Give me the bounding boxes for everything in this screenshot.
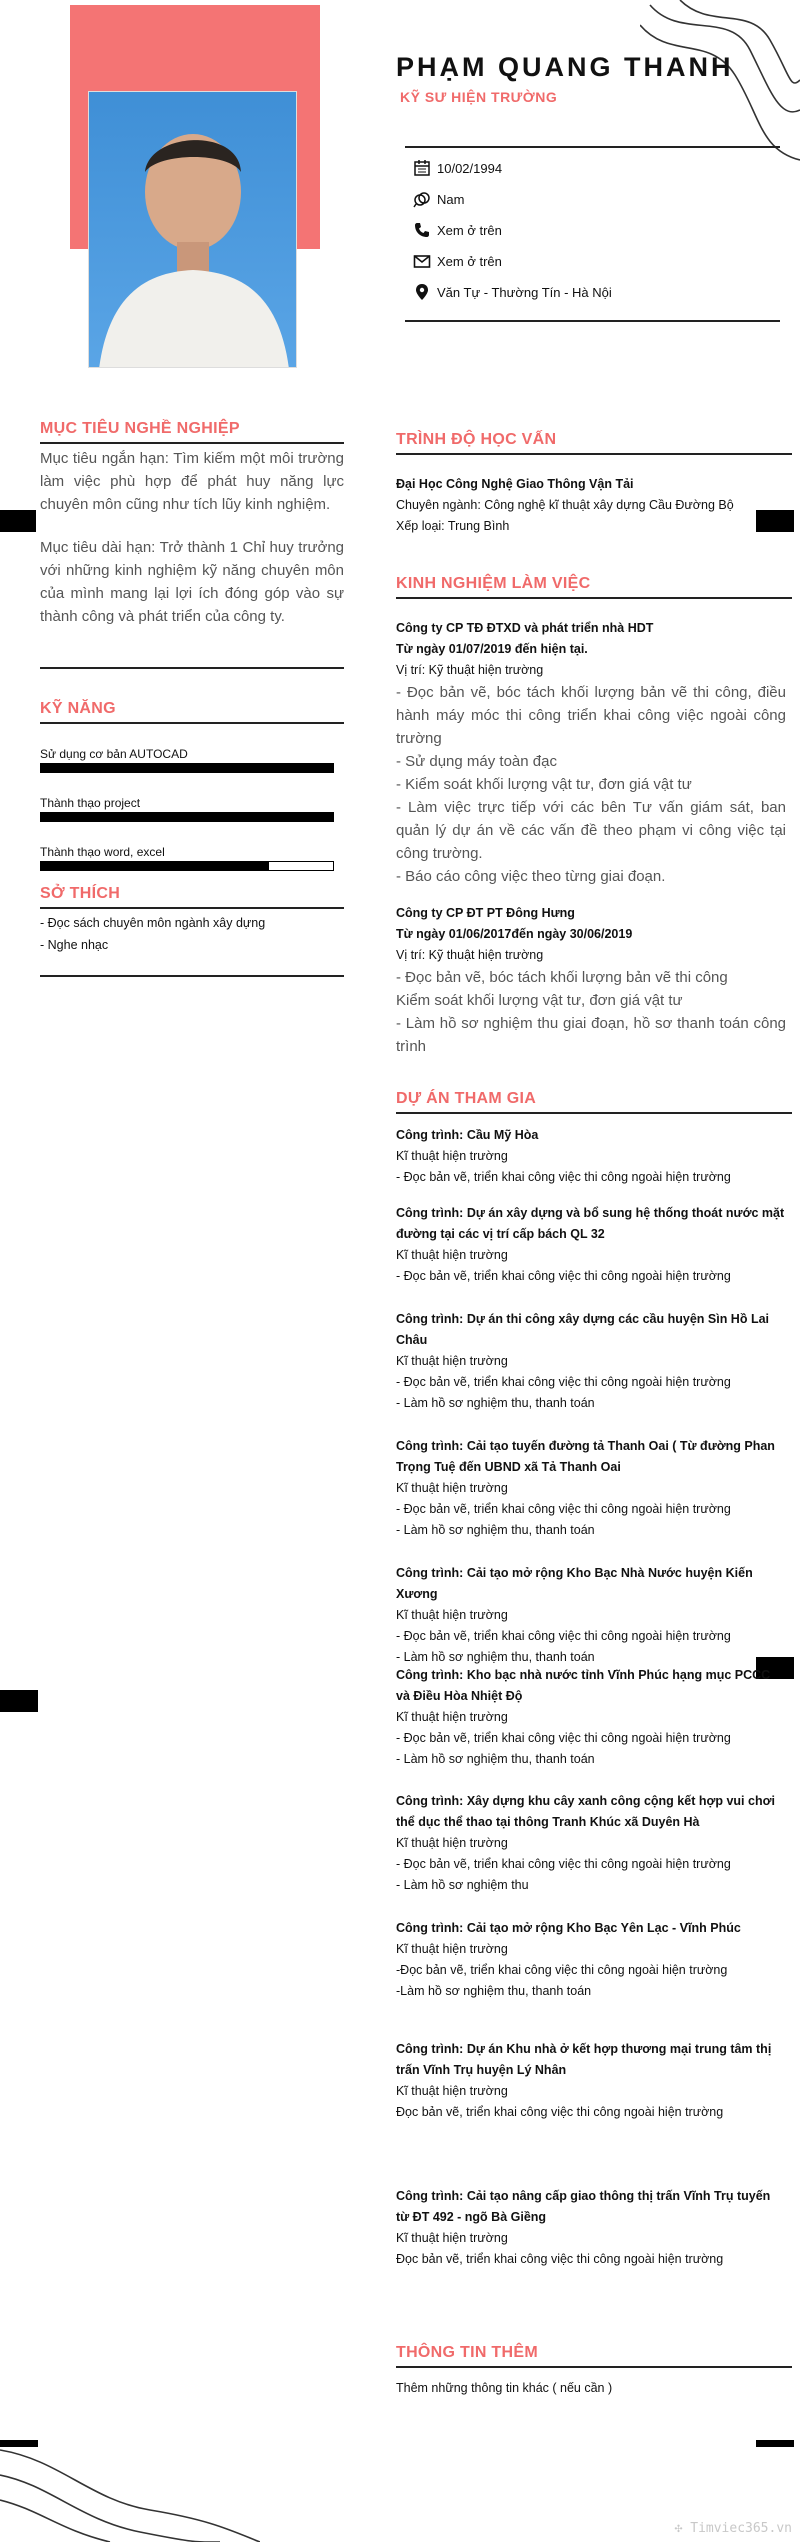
skill-label: Sử dụng cơ bản AUTOCAD (40, 747, 188, 761)
project-entry (396, 2186, 786, 2270)
hobbies-divider (40, 907, 344, 909)
profile-photo (88, 91, 297, 368)
job-entry (396, 903, 786, 1058)
project-task: - Đọc bản vẽ, triển khai công việc thi công ngoài hiện trường (396, 1170, 731, 1184)
contact-phone-text: Xem ở trên (437, 222, 502, 238)
project-role: Kĩ thuật hiện trường (396, 1248, 508, 1262)
decorative-curves-top-right (640, 0, 800, 170)
project-role: Kĩ thuật hiện trường (396, 2231, 508, 2245)
project-role: Kĩ thuật hiện trường (396, 1354, 508, 1368)
project-role: Kĩ thuật hiện trường (396, 1836, 508, 1850)
skill-bar-fill (41, 862, 269, 870)
skills-divider (40, 722, 344, 724)
project-task: - Đọc bản vẽ, triển khai công việc thi công ngoài hiện trường (396, 1857, 731, 1871)
hobbies-end-divider (40, 975, 344, 977)
education-major: Chuyên ngành: Công nghệ kĩ thuật xây dựng Cầu Đường Bộ (396, 498, 734, 512)
objective-title: MỤC TIÊU NGHỀ NGHIỆP (40, 420, 240, 437)
hobby-item: - Nghe nhạc (40, 938, 109, 952)
project-entry (396, 1203, 786, 1287)
project-task: Đọc bản vẽ, triển khai công việc thi công ngoài hiện trường (396, 2105, 724, 2119)
project-name: Công trình: Dự án Khu nhà ở kết hợp thương mại trung tâm thị trấn Vĩnh Trụ huyện Lý Nhân (396, 2042, 772, 2077)
project-task: Đọc bản vẽ, triển khai công việc thi công ngoài hiện trường (396, 2252, 724, 2266)
project-entry (396, 1309, 786, 1414)
skill-bar-fill (41, 813, 333, 821)
project-task: - Đọc bản vẽ, triển khai công việc thi công ngoài hiện trường (396, 1269, 731, 1283)
project-task: - Làm hồ sơ nghiệm thu, thanh toán (396, 1752, 595, 1766)
objective-divider (40, 442, 344, 444)
project-role: Kĩ thuật hiện trường (396, 1149, 508, 1163)
contact-bottom-divider (405, 320, 780, 322)
job-duty: - Làm việc trực tiếp với các bên Tư vấn giám sát, ban quản lý dự án về các vấn đề theo phạm vi công việc tại công trường. (396, 799, 786, 862)
contact-email (413, 252, 502, 270)
project-task: - Đọc bản vẽ, triển khai công việc thi công ngoài hiện trường (396, 1375, 731, 1389)
project-task: - Làm hồ sơ nghiệm thu (396, 1878, 529, 1892)
project-name: Công trình: Cải tạo mở rộng Kho Bạc Nhà Nước huyện Kiến Xương (396, 1566, 753, 1601)
project-role: Kĩ thuật hiện trường (396, 1942, 508, 1956)
contact-address (413, 283, 612, 301)
watermark: ✣ Timviec365.vn (674, 2521, 792, 2536)
job-duty: - Sử dụng máy toàn đạc (396, 753, 557, 770)
objective-short-term: Mục tiêu ngắn hạn: Tìm kiếm một môi trường làm việc phù hợp để phát huy năng lực chuyên môn cũng như tích lũy kinh nghiệm. (40, 450, 344, 513)
project-name: Công trình: Cải tạo tuyến đường tả Thanh Oai ( Từ đường Phan Trọng Tuệ đến UBND xã Tả Thanh Oai (396, 1439, 775, 1474)
objective-long-term: Mục tiêu dài hạn: Trở thành 1 Chỉ huy trưởng với những kinh nghiệm kỹ năng chuyên môn của mình mang lại lợi ích đóng góp vào sự thành công và phát triển của công ty. (40, 539, 344, 625)
job-period: Từ ngày 01/06/2017đến ngày 30/06/2019 (396, 927, 633, 941)
redaction-mark (0, 510, 36, 532)
project-entry (396, 2039, 786, 2123)
project-entry (396, 1563, 786, 1668)
job-company: Công ty CP ĐT PT Đông Hưng (396, 906, 575, 920)
skills-title: KỸ NĂNG (40, 700, 116, 717)
education-school: Đại Học Công Nghệ Giao Thông Vận Tải (396, 477, 634, 491)
contact-phone (413, 221, 502, 239)
project-name: Công trình: Xây dựng khu cây xanh công cộng kết hợp vui chơi thể dục thể thao tại thông Tranh Khúc xã Duyên Hà (396, 1794, 775, 1829)
job-period: Từ ngày 01/07/2019 đến hiện tại. (396, 642, 588, 656)
experience-divider (396, 597, 792, 599)
skill-bar-fill (41, 764, 333, 772)
project-entry (396, 1791, 786, 1896)
job-position: Vị trí: Kỹ thuật hiện trường (396, 948, 544, 962)
location-pin-icon (413, 283, 431, 301)
phone-icon (413, 221, 431, 239)
job-company: Công ty CP TĐ ĐTXD và phát triển nhà HDT (396, 621, 654, 635)
project-role: Kĩ thuật hiện trường (396, 1710, 508, 1724)
skill-label: Thành thạo project (40, 796, 141, 810)
extra-info-title: THÔNG TIN THÊM (396, 2344, 538, 2361)
hobbies-title: SỞ THÍCH (40, 885, 121, 902)
contact-email-text: Xem ở trên (437, 253, 502, 269)
project-entry (396, 1125, 786, 1188)
skill-label: Thành thạo word, excel (40, 845, 165, 859)
candidate-role: KỸ SƯ HIỆN TRƯỜNG (400, 89, 558, 105)
contact-address-text: Văn Tự - Thường Tín - Hà Nội (437, 284, 612, 300)
project-name: Công trình: Cải tạo nâng cấp giao thông thị trấn Vĩnh Trụ tuyến từ ĐT 492 - ngõ Bà Giềng (396, 2189, 771, 2224)
skill-bar (40, 763, 334, 773)
skill-bar (40, 861, 334, 871)
contact-birthday-text: 10/02/1994 (437, 160, 503, 176)
extra-info-divider (396, 2366, 792, 2368)
decorative-curves-bottom-left (0, 2420, 260, 2542)
project-task: -Làm hồ sơ nghiệm thu, thanh toán (396, 1984, 592, 1998)
project-role: Kĩ thuật hiện trường (396, 1608, 508, 1622)
job-duty: - Làm hồ sơ nghiệm thu giai đoạn, hồ sơ thanh toán công trình (396, 1015, 786, 1055)
job-position: Vị trí: Kỹ thuật hiện trường (396, 663, 544, 677)
project-name: Công trình: Cầu Mỹ Hòa (396, 1128, 539, 1142)
project-entry (396, 1436, 786, 1541)
education-divider (396, 453, 792, 455)
project-name: Công trình: Dự án thi công xây dựng các cầu huyện Sìn Hồ Lai Châu (396, 1312, 769, 1347)
project-task: - Làm hồ sơ nghiệm thu, thanh toán (396, 1523, 595, 1537)
skill-bar (40, 812, 334, 822)
contact-birthday (413, 159, 502, 177)
redaction-mark (0, 1690, 38, 1712)
education-grade: Xếp loại: Trung Bình (396, 519, 510, 533)
project-name: Công trình: Dự án xây dựng và bổ sung hệ thống thoát nước mặt đường tại các vị trí cấp bách QL 32 (396, 1206, 785, 1241)
education-title: TRÌNH ĐỘ HỌC VẤN (396, 431, 557, 448)
contact-top-divider (405, 146, 780, 148)
job-duty: - Đọc bản vẽ, bóc tách khối lượng bản vẽ thi công, điều hành máy móc thi công triển khai công việc ngoài công trường (396, 684, 786, 747)
extra-info-text: Thêm những thông tin khác ( nếu cần ) (396, 2381, 613, 2395)
projects-title: DỰ ÁN THAM GIA (396, 1090, 537, 1107)
job-entry (396, 618, 786, 888)
project-task: - Đọc bản vẽ, triển khai công việc thi công ngoài hiện trường (396, 1731, 731, 1745)
project-name: Công trình: Kho bạc nhà nước tỉnh Vĩnh Phúc hạng mục PCCC và Điều Hòa Nhiệt Độ (396, 1668, 771, 1703)
project-task: - Làm hồ sơ nghiệm thu, thanh toán (396, 1650, 595, 1664)
redaction-mark (0, 2440, 38, 2447)
candidate-name: PHẠM QUANG THANH (396, 52, 734, 82)
email-icon (413, 252, 431, 270)
redaction-mark (756, 2440, 794, 2447)
education-block (396, 474, 786, 537)
job-duty: - Kiểm soát khối lượng vật tư, đơn giá vật tư (396, 776, 692, 793)
project-role: Kĩ thuật hiện trường (396, 2084, 508, 2098)
contact-gender (413, 190, 464, 208)
gender-icon (413, 190, 431, 208)
project-task: - Đọc bản vẽ, triển khai công việc thi công ngoài hiện trường (396, 1629, 731, 1643)
experience-title: KINH NGHIỆM LÀM VIỆC (396, 575, 591, 592)
project-name: Công trình: Cải tạo mở rộng Kho Bạc Yên Lạc - Vĩnh Phúc (396, 1921, 741, 1935)
hobby-item: - Đọc sách chuyên môn ngành xây dựng (40, 916, 266, 930)
job-duty: Kiểm soát khối lượng vật tư, đơn giá vật tư (396, 992, 683, 1009)
job-duty: - Báo cáo công việc theo từng giai đoạn. (396, 868, 666, 885)
objective-end-divider (40, 667, 344, 669)
project-role: Kĩ thuật hiện trường (396, 1481, 508, 1495)
project-task: - Đọc bản vẽ, triển khai công việc thi công ngoài hiện trường (396, 1502, 731, 1516)
project-task: -Đọc bản vẽ, triển khai công việc thi công ngoài hiện trường (396, 1963, 728, 1977)
project-entry (396, 1665, 786, 1770)
project-task: - Làm hồ sơ nghiệm thu, thanh toán (396, 1396, 595, 1410)
job-duty: - Đọc bản vẽ, bóc tách khối lượng bản vẽ thi công (396, 969, 728, 986)
project-entry (396, 1918, 786, 2002)
calendar-icon (413, 159, 431, 177)
contact-gender-text: Nam (437, 191, 465, 207)
projects-divider (396, 1112, 792, 1114)
